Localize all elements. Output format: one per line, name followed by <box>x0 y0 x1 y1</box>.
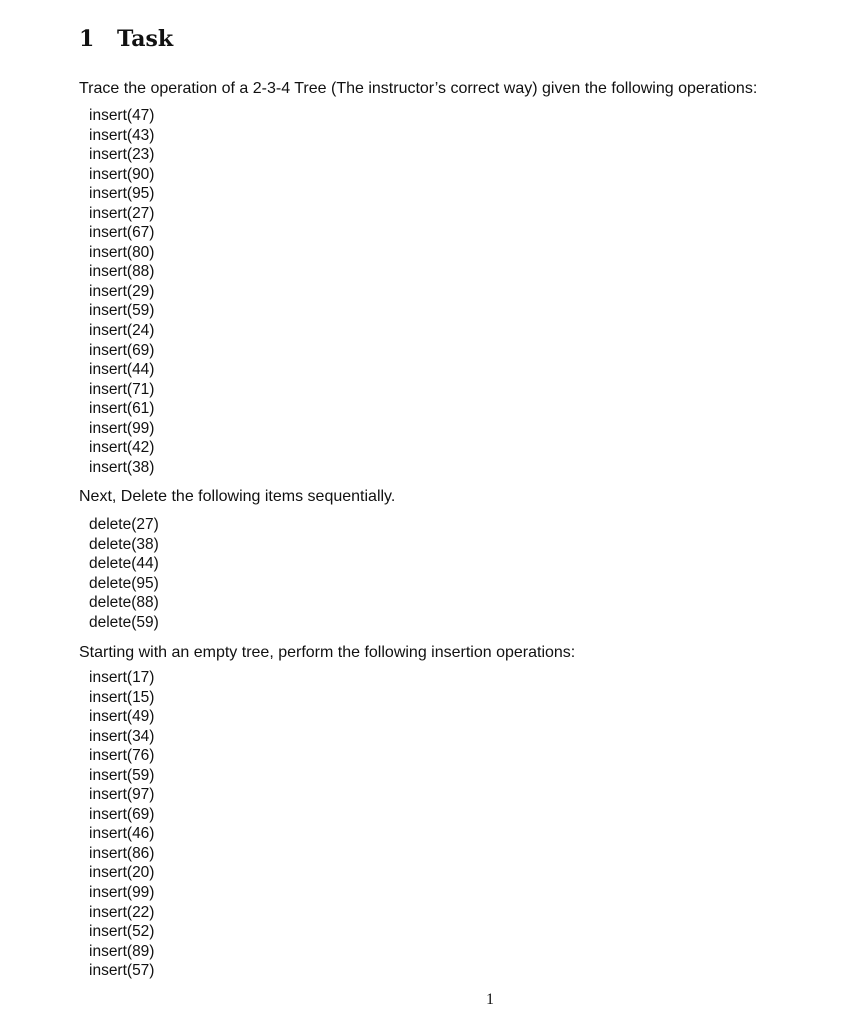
operation-item: insert(57) <box>89 962 155 980</box>
operation-item: insert(86) <box>89 844 155 862</box>
insert-list-1 <box>89 106 154 477</box>
empty-tree-instruction: Starting with an empty tree, perform the following insertion operations: <box>79 644 576 661</box>
intro-paragraph: Trace the operation of a 2-3-4 Tree (The instructor’s correct way) given the following operations: <box>79 80 758 97</box>
operation-item: insert(29) <box>89 282 155 300</box>
operation-item: delete(27) <box>89 516 159 533</box>
operation-item: insert(17) <box>89 669 155 686</box>
operation-item: insert(34) <box>89 727 155 745</box>
operation-item: insert(43) <box>89 126 155 144</box>
operation-item: insert(20) <box>89 864 155 882</box>
operation-item: insert(69) <box>89 341 155 359</box>
operation-item: insert(97) <box>89 786 155 804</box>
operation-item: insert(99) <box>89 884 155 902</box>
page-number: 1 <box>486 991 494 1008</box>
operation-item: insert(76) <box>89 747 155 765</box>
operation-item: insert(46) <box>89 825 155 843</box>
section-number: 1 <box>79 26 95 52</box>
operation-item: insert(38) <box>89 458 155 476</box>
operation-item: insert(59) <box>89 302 155 320</box>
operation-item: delete(44) <box>89 555 159 573</box>
operation-item: delete(95) <box>89 574 159 592</box>
delete-instruction: Next, Delete the following items sequentially. <box>79 488 396 505</box>
operation-item: delete(59) <box>89 613 159 631</box>
operation-item: insert(95) <box>89 185 155 203</box>
operation-item: insert(49) <box>89 708 155 726</box>
section-title: Task <box>117 26 174 52</box>
operation-item: insert(15) <box>89 688 155 706</box>
operation-item: insert(67) <box>89 224 155 242</box>
section-heading <box>79 25 173 53</box>
operation-item: delete(38) <box>89 535 159 553</box>
operation-item: insert(61) <box>89 400 155 418</box>
operation-item: insert(52) <box>89 923 155 941</box>
insert-list-2 <box>89 668 154 981</box>
operation-item: insert(90) <box>89 165 155 183</box>
operation-item: insert(71) <box>89 380 155 398</box>
operation-item: delete(88) <box>89 594 159 612</box>
operation-item: insert(24) <box>89 322 155 340</box>
operation-item: insert(80) <box>89 243 155 261</box>
delete-list <box>89 515 159 632</box>
operation-item: insert(99) <box>89 419 155 437</box>
operation-item: insert(23) <box>89 146 155 164</box>
operation-item: insert(69) <box>89 805 155 823</box>
operation-item: insert(22) <box>89 903 155 921</box>
operation-item: insert(89) <box>89 942 155 960</box>
operation-item: insert(88) <box>89 263 155 281</box>
operation-item: insert(27) <box>89 204 155 222</box>
operation-item: insert(47) <box>89 107 155 124</box>
operation-item: insert(59) <box>89 766 155 784</box>
operation-item: insert(44) <box>89 361 155 379</box>
operation-item: insert(42) <box>89 439 155 457</box>
